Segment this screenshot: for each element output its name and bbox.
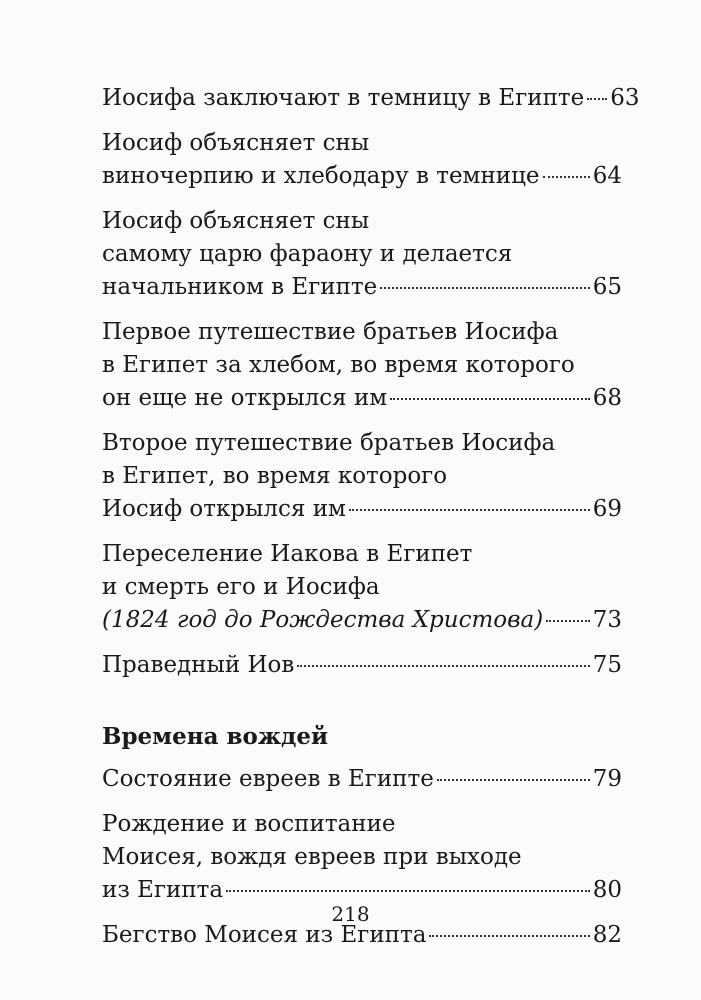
toc-page-number: 69 (592, 496, 622, 522)
toc-entry (102, 808, 622, 907)
toc-entry-last-line (102, 493, 622, 526)
toc-entry (102, 82, 640, 115)
toc-entry-line: в Египет за хлебом, во время которого (102, 352, 575, 378)
toc-entry-line: Иосиф объясняет сны (102, 130, 370, 156)
page-number: 218 (331, 902, 370, 926)
dot-leader (297, 665, 589, 667)
toc-entry-last-line (102, 604, 622, 637)
toc-entry-text: Праведный Иов (102, 652, 295, 678)
toc-entry-line: Рождение и воспитание (102, 811, 396, 837)
toc-entry-text: Иосиф открылся им (102, 496, 346, 522)
toc-page-number: 79 (592, 766, 622, 792)
toc-entry-text: Бегство Моисея из Египта (102, 922, 427, 948)
toc-entry-last-line (102, 271, 622, 304)
toc-entry (102, 538, 622, 637)
toc-page-number: 65 (592, 274, 622, 300)
dot-leader (390, 398, 590, 400)
toc-entry-last-line (102, 763, 622, 796)
toc-entry-line: Первое путешествие братьев Иосифа (102, 319, 559, 345)
toc-entry-line: в Египет, во время которого (102, 463, 448, 489)
toc-entry (102, 649, 622, 682)
toc-entry (102, 316, 622, 415)
toc-entry-last-line (102, 649, 622, 682)
dot-leader (437, 779, 590, 781)
toc-entry-last-line (102, 160, 622, 193)
toc-entry-text: он еще не открылся им (102, 385, 388, 411)
dot-leader (546, 620, 590, 622)
toc-page-number: 63 (610, 85, 640, 111)
toc-entry-text: виночерпию и хлебодару в темнице (102, 163, 540, 189)
toc-page-number: 64 (592, 163, 622, 189)
dot-leader (226, 890, 590, 892)
toc-page-number: 80 (592, 877, 622, 903)
toc-entry-last-line (102, 82, 640, 115)
table-of-contents (102, 82, 640, 964)
toc-entry-text: Состояние евреев в Египте (102, 766, 434, 792)
toc-entry (102, 763, 622, 796)
toc-entry-text: (1824 год до Рождества Христова) (102, 607, 544, 633)
toc-group-top (102, 82, 640, 682)
toc-entry-text: начальником в Египте (102, 274, 378, 300)
toc-entry-last-line (102, 382, 622, 415)
dot-leader (380, 287, 589, 289)
toc-entry-text: из Египта (102, 877, 224, 903)
toc-page-number: 82 (592, 922, 622, 948)
toc-entry-line: Второе путешествие братьев Иосифа (102, 430, 556, 456)
toc-entry-line: Переселение Иакова в Египет (102, 541, 473, 567)
dot-leader (587, 98, 607, 100)
toc-entry-text: Иосифа заключают в темницу в Египте (102, 85, 585, 111)
toc-page-number: 68 (592, 385, 622, 411)
toc-entry-line: самому царю фараону и делается (102, 241, 513, 267)
toc-page-number: 73 (592, 607, 622, 633)
toc-entry-line: и смерть его и Иосифа (102, 574, 380, 600)
dot-leader (429, 935, 589, 937)
toc-entry (102, 427, 622, 526)
toc-entry-line: Иосиф объясняет сны (102, 208, 370, 234)
toc-entry (102, 127, 622, 193)
dot-leader (349, 509, 590, 511)
toc-entry-line: Моисея, вождя евреев при выходе (102, 844, 522, 870)
dot-leader (543, 176, 590, 178)
section-title: Времена вождей (102, 723, 329, 750)
toc-page-number: 75 (592, 652, 622, 678)
toc-entry (102, 205, 622, 304)
